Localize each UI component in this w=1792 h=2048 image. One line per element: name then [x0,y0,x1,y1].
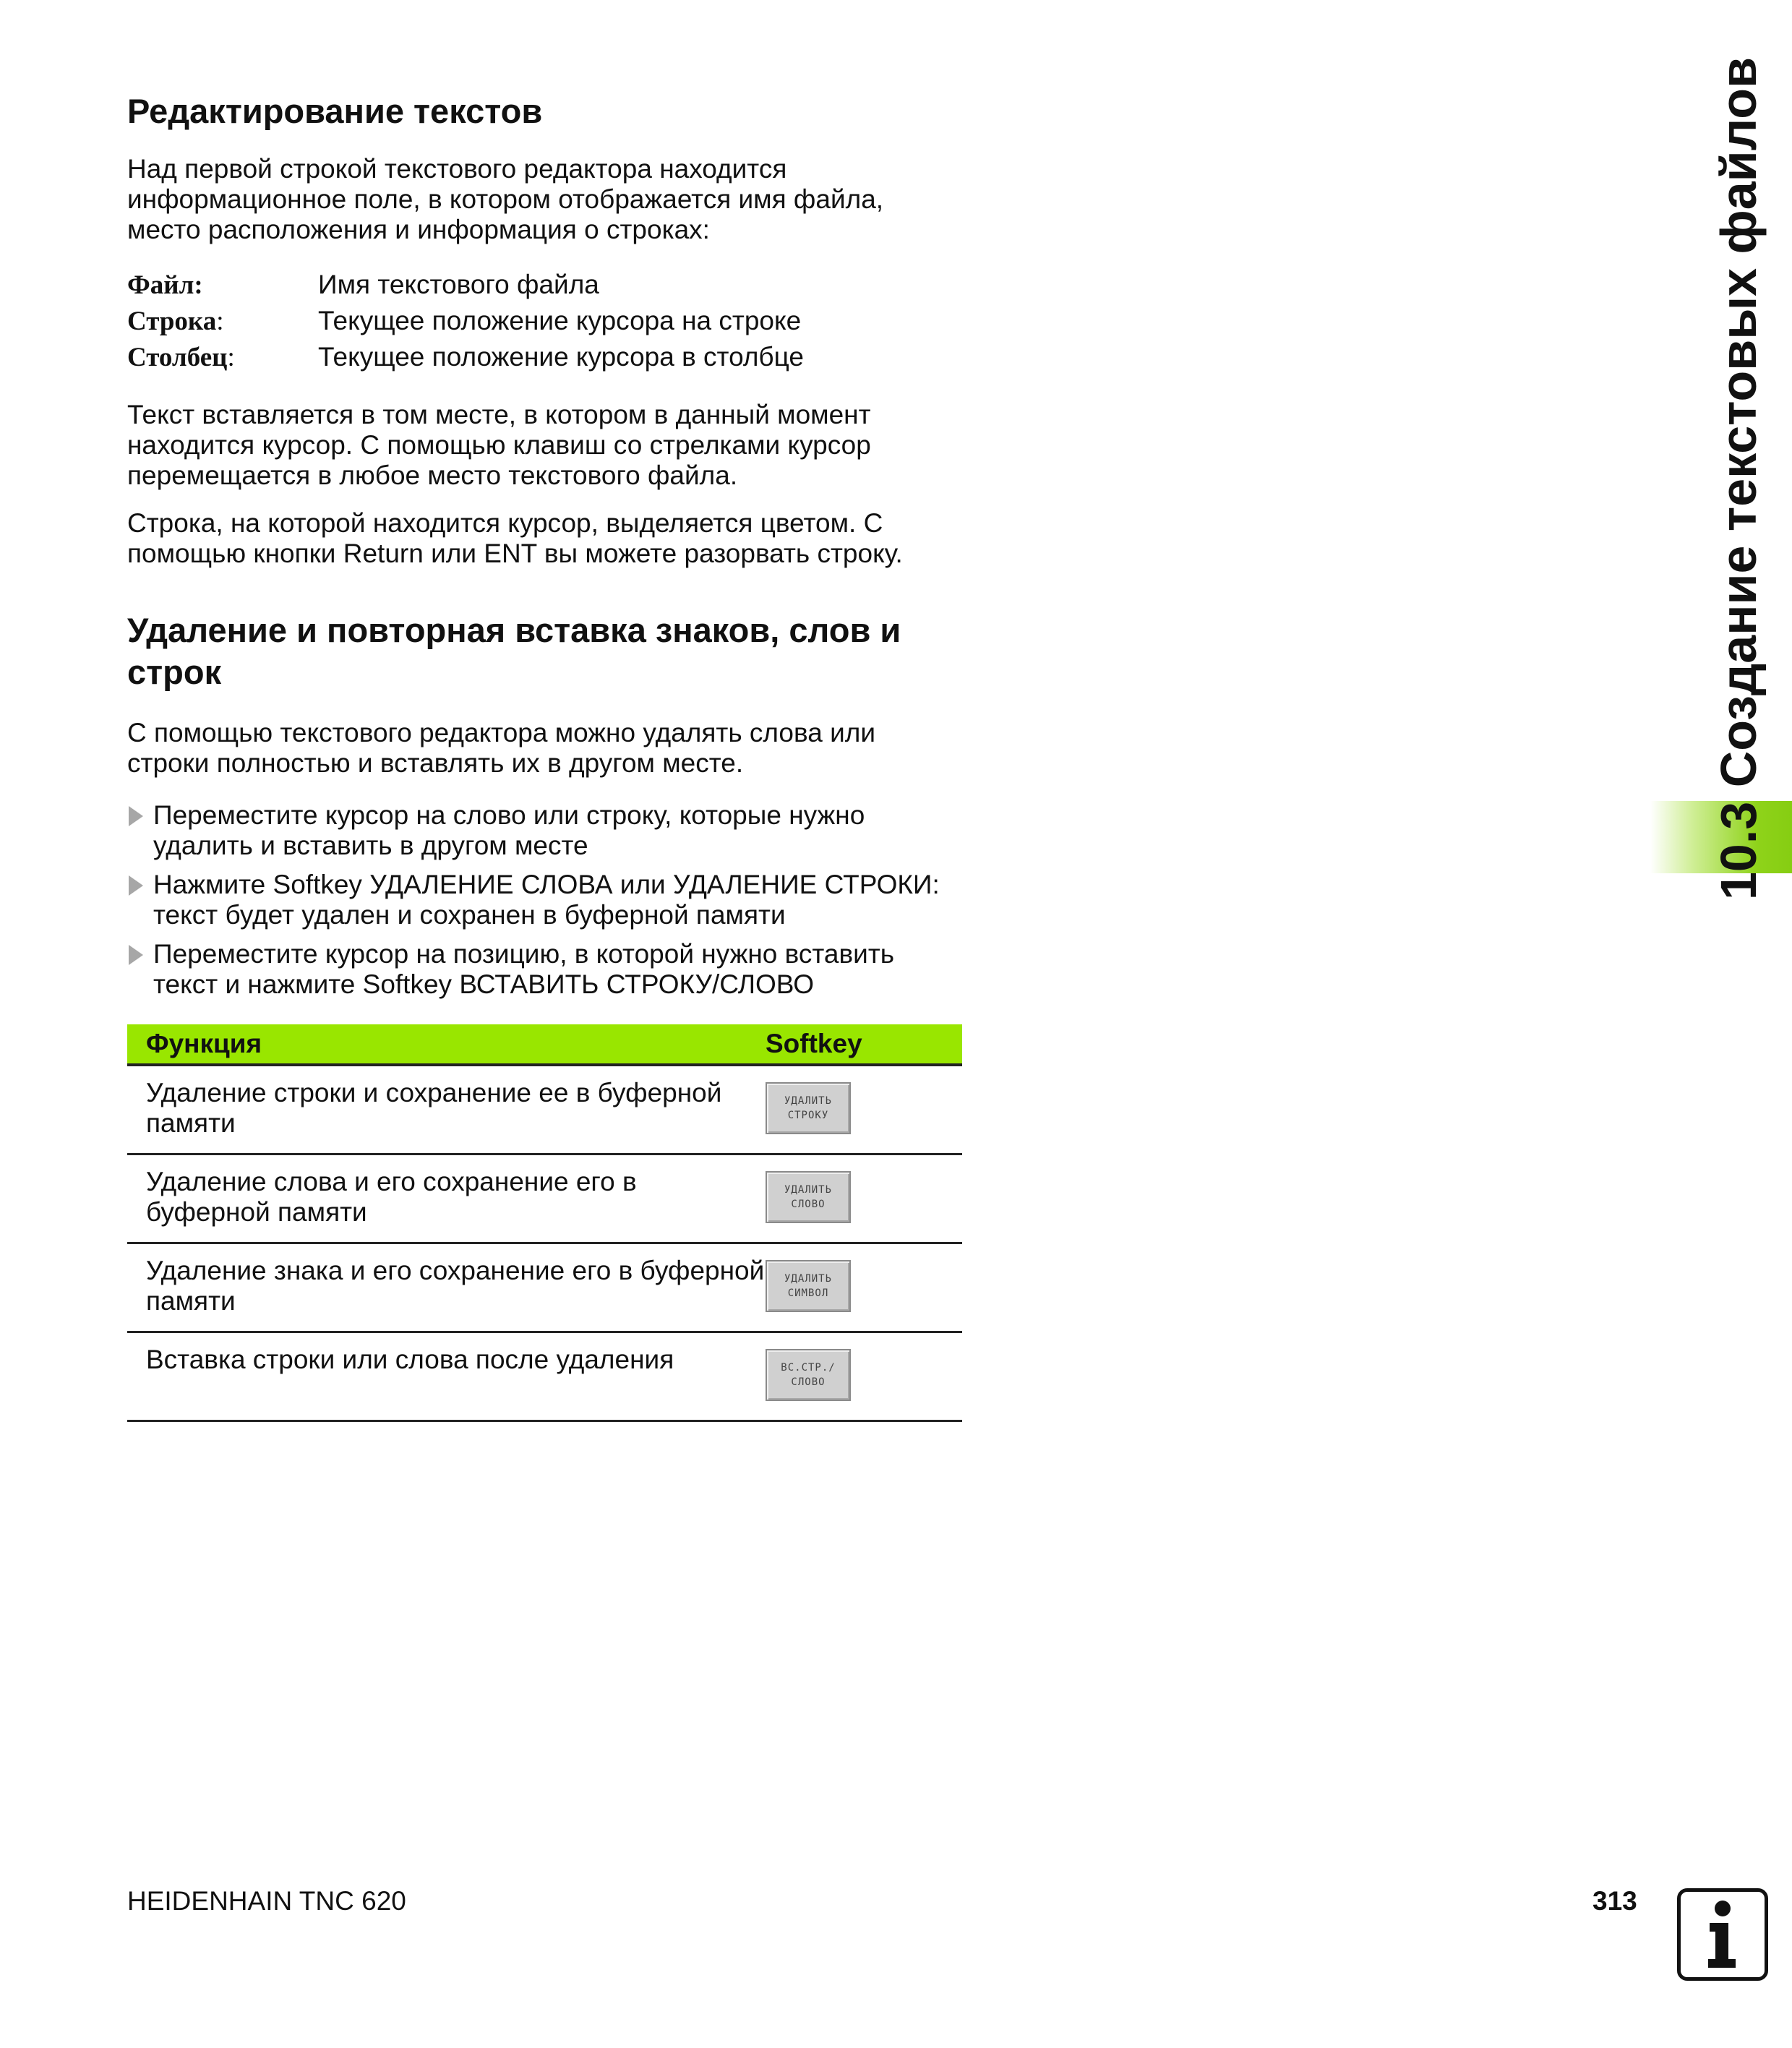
triangle-right-icon [129,945,143,965]
table-header-row [127,1024,962,1065]
list-item: Нажмите Softkey УДАЛЕНИЕ СЛОВА или УДАЛЕНИЕ СТРОКИ: текст будет удален и сохранен в буферной памяти [127,870,962,930]
table-row [127,1332,962,1421]
info-field-definitions [127,267,962,375]
softkey-label: ВС.СТР./ [781,1361,836,1374]
footer-product-name: HEIDENHAIN TNC 620 [127,1886,406,1916]
triangle-right-icon [129,806,143,826]
definition-description: Текущее положение курсора в столбце [318,342,804,372]
steps-list [127,800,962,1000]
list-item: Переместите курсор на позицию, в которой нужно вставить текст и нажмите Softkey ВСТАВИТЬ СТРОКУ/СЛОВО [127,939,962,1000]
chapter-side-title: 10.3 Создание текстовых файлов [1710,56,1767,900]
definition-description: Текущее положение курсора на строке [318,306,802,335]
softkey-label: СИМВОЛ [787,1287,829,1299]
section-title-delete-insert: Удаление и повторная вставка знаков, слов и строк [127,611,901,691]
highlight-paragraph: Строка, на которой находится курсор, выделяется цветом. С помощью кнопки Return или ENT вы можете разорвать строку. [127,508,903,568]
softkey-delete-line-button[interactable] [766,1082,851,1134]
intro-paragraph: Над первой строкой текстового редактора находится информационное поле, в котором отображается имя файла, место расположения и информация о строках: [127,154,884,244]
info-glyph [1701,1898,1744,1971]
definition-row [127,339,962,375]
list-item: Переместите курсор на слово или строку, которые нужно удалить и вставить в другом месте [127,800,962,861]
softkey-delete-word-button[interactable] [766,1171,851,1223]
softkey-label: УДАЛИТЬ [784,1095,832,1107]
softkey-label: УДАЛИТЬ [784,1183,832,1196]
softkey-insert-line-word-button[interactable] [766,1349,851,1401]
definition-row [127,267,962,303]
softkey-label: СЛОВО [791,1198,826,1210]
softkey-cell [766,1065,962,1154]
softkey-cell [766,1154,962,1243]
header-function: Функция [127,1024,766,1065]
softkey-cell [766,1332,962,1421]
table-row [127,1065,962,1154]
delete-intro-paragraph: С помощью текстового редактора можно удалять слова или строки полностью и вставлять их в другом месте. [127,718,876,778]
softkey-cell [766,1243,962,1332]
header-softkey: Softkey [766,1024,962,1065]
table-row [127,1243,962,1332]
definition-term: Столбец: [127,343,235,372]
section-title-text-editing: Редактирование текстов [127,92,543,130]
definition-row [127,303,962,339]
softkey-label: УДАЛИТЬ [784,1272,832,1285]
function-cell: Удаление знака и его сохранение его в буферной памяти [127,1243,766,1332]
softkey-delete-char-button[interactable] [766,1260,851,1312]
table-row [127,1154,962,1243]
softkey-table [127,1024,962,1422]
function-cell: Удаление слова и его сохранение его в буферной памяти [127,1154,766,1243]
triangle-right-icon [129,875,143,896]
function-cell: Вставка строки или слова после удаления [127,1332,766,1421]
page-content [127,90,962,1422]
softkey-label: СТРОКУ [787,1110,829,1121]
info-icon [1677,1888,1768,1981]
definition-description: Имя текстового файла [318,270,599,299]
function-cell: Удаление строки и сохранение ее в буферной памяти [127,1065,766,1154]
definition-term: Строка: [127,307,224,336]
cursor-paragraph: Текст вставляется в том месте, в котором в данный момент находится курсор. С помощью клавиш со стрелками курсор перемещается в любое место текстового файла. [127,400,871,490]
page-number: 313 [1592,1886,1637,1916]
softkey-label: СЛОВО [791,1376,826,1388]
definition-term: Файл: [127,270,203,300]
